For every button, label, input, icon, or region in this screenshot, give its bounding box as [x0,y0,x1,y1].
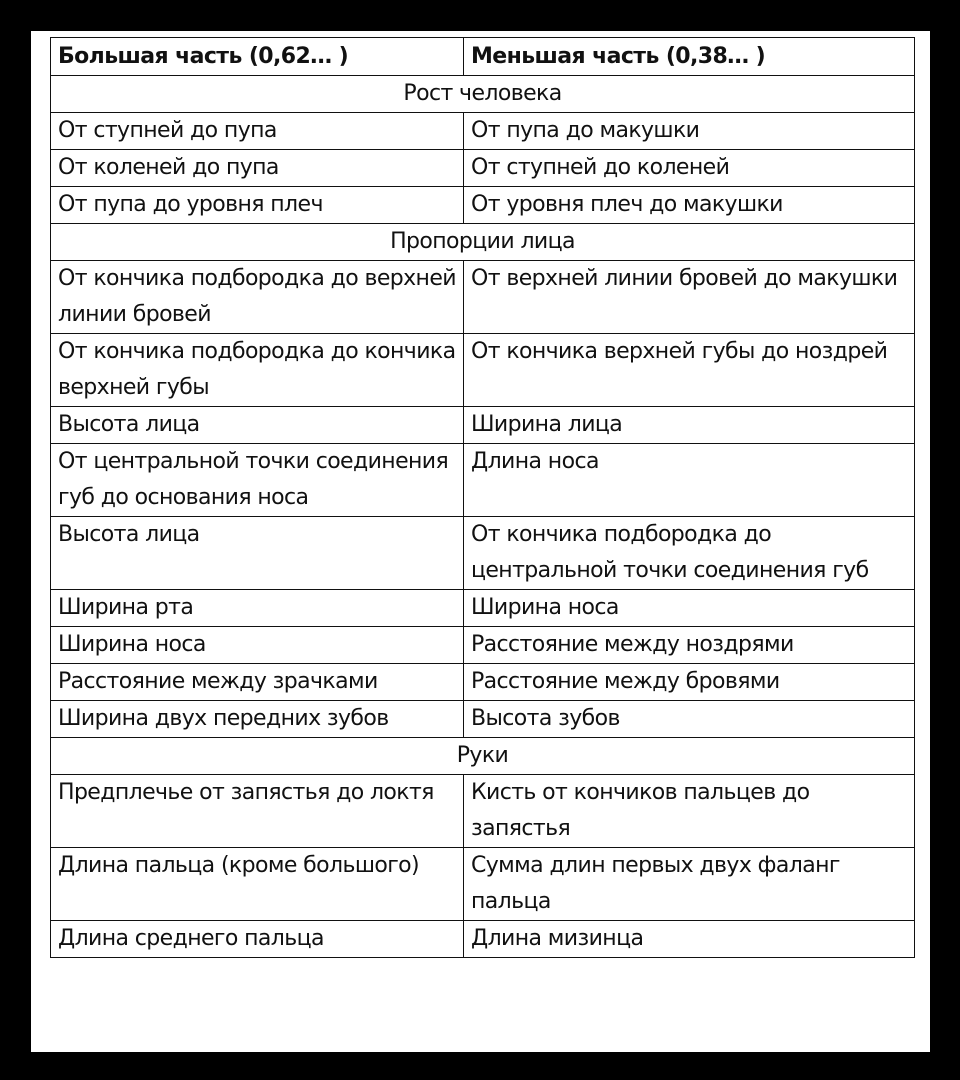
header-larger-part: Большая часть (0,62… ) [51,38,464,76]
larger-cell: Длина среднего пальца [51,921,464,958]
smaller-cell: От кончика подбородка до центральной точки соединения губ [464,517,915,590]
smaller-cell: Расстояние между бровями [464,664,915,701]
smaller-cell: Длина мизинца [464,921,915,958]
larger-cell: От пупа до уровня плеч [51,187,464,224]
smaller-cell: Расстояние между ноздрями [464,627,915,664]
table-header-row [51,38,915,76]
table-row [51,664,915,701]
smaller-cell: Ширина носа [464,590,915,627]
larger-cell: От кончика подбородка до верхней линии бровей [51,261,464,334]
table-row [51,407,915,444]
section-title: Руки [51,738,915,775]
document-page [31,31,930,1052]
table-row [51,150,915,187]
golden-ratio-table [50,37,915,958]
section-title: Рост человека [51,76,915,113]
header-smaller-part: Меньшая часть (0,38… ) [464,38,915,76]
larger-cell: Длина пальца (кроме большого) [51,848,464,921]
smaller-cell: Длина носа [464,444,915,517]
table-row [51,590,915,627]
smaller-cell: От уровня плеч до макушки [464,187,915,224]
table-row [51,775,915,848]
smaller-cell: Высота зубов [464,701,915,738]
larger-cell: Ширина рта [51,590,464,627]
smaller-cell: От кончика верхней губы до ноздрей [464,334,915,407]
table-row [51,444,915,517]
smaller-cell: От верхней линии бровей до макушки [464,261,915,334]
table-row [51,187,915,224]
larger-cell: Ширина носа [51,627,464,664]
larger-cell: Высота лица [51,517,464,590]
section-row-hands [51,738,915,775]
table-row [51,113,915,150]
table-row [51,921,915,958]
table-row [51,701,915,738]
smaller-cell: От ступней до коленей [464,150,915,187]
section-row-height [51,76,915,113]
smaller-cell: Ширина лица [464,407,915,444]
table-row [51,627,915,664]
section-title: Пропорции лица [51,224,915,261]
larger-cell: От коленей до пупа [51,150,464,187]
larger-cell: Расстояние между зрачками [51,664,464,701]
larger-cell: От центральной точки соединения губ до основания носа [51,444,464,517]
smaller-cell: От пупа до макушки [464,113,915,150]
table-row [51,848,915,921]
smaller-cell: Кисть от кончиков пальцев до запястья [464,775,915,848]
table-row [51,334,915,407]
larger-cell: Высота лица [51,407,464,444]
smaller-cell: Сумма длин первых двух фаланг пальца [464,848,915,921]
larger-cell: Ширина двух передних зубов [51,701,464,738]
table-row [51,261,915,334]
larger-cell: Предплечье от запястья до локтя [51,775,464,848]
larger-cell: От ступней до пупа [51,113,464,150]
larger-cell: От кончика подбородка до кончика верхней губы [51,334,464,407]
table-row [51,517,915,590]
section-row-face [51,224,915,261]
